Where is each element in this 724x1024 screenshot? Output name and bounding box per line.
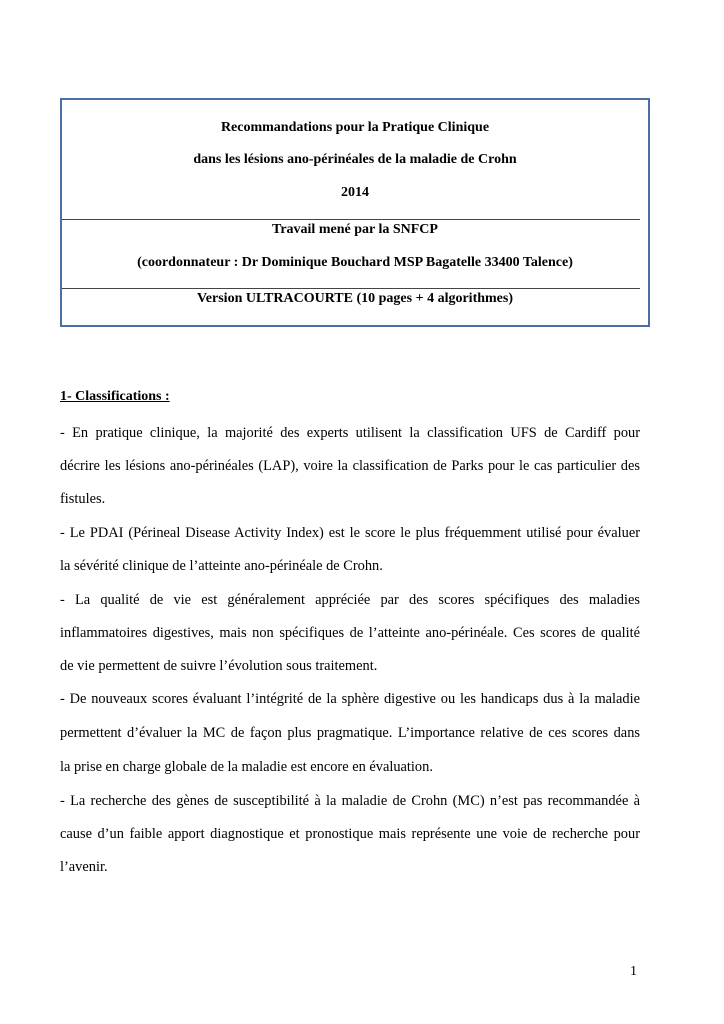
version-info: Version ULTRACOURTE (10 pages + 4 algorithmes) — [196, 291, 514, 306]
page-number: 1 — [630, 964, 637, 979]
paragraph-line: permettent d’évaluer la MC de façon plus pragmatique. L’importance relative de ces scores dans — [60, 725, 640, 741]
paragraph-line: - La recherche des gènes de susceptibilité à la maladie de Crohn (MC) n’est pas recommandée à — [60, 793, 640, 809]
section-heading: 1- Classifications : — [60, 389, 170, 404]
document-subtitle: dans les lésions ano-périnéales de la maladie de Crohn — [193, 152, 517, 167]
paragraph-line: décrire les lésions ano-périnéales (LAP), voire la classification de Parks pour le cas particulier des — [60, 458, 640, 474]
paragraph-line: cause d’un faible apport diagnostique et pronostique mais représente une voie de recherche pour — [60, 826, 640, 842]
work-credit: Travail mené par la SNFCP — [272, 222, 438, 237]
paragraph-line: la prise en charge globale de la maladie est encore en évaluation. — [60, 759, 433, 775]
paragraph-line: inflammatoires digestives, mais non spécifiques de l’atteinte ano-périnéale. Ces scores de qualité — [60, 625, 640, 641]
divider — [62, 288, 640, 289]
paragraph-line: l’avenir. — [60, 859, 108, 875]
paragraph-line: fistules. — [60, 491, 106, 507]
paragraph-line: - De nouveaux scores évaluant l’intégrité de la sphère digestive ou les handicaps dus à la maladie — [60, 691, 640, 707]
title-box — [60, 98, 650, 327]
paragraph-line: - Le PDAI (Périneal Disease Activity Index) est le score le plus fréquemment utilisé pour évaluer — [60, 525, 640, 541]
paragraph-line: - La qualité de vie est généralement appréciée par des scores spécifiques des maladies — [60, 592, 640, 608]
coordinator-info: (coordonnateur : Dr Dominique Bouchard MSP Bagatelle 33400 Talence) — [137, 255, 573, 270]
document-year: 2014 — [341, 185, 369, 200]
paragraph-line: la sévérité clinique de l’atteinte ano-périnéale de Crohn. — [60, 558, 383, 574]
paragraph-line: - En pratique clinique, la majorité des experts utilisent la classification UFS de Cardiff pour — [60, 425, 640, 441]
divider — [62, 219, 640, 220]
document-title: Recommandations pour la Pratique Clinique — [220, 120, 490, 135]
paragraph-line: de vie permettent de suivre l’évolution sous traitement. — [60, 658, 378, 674]
